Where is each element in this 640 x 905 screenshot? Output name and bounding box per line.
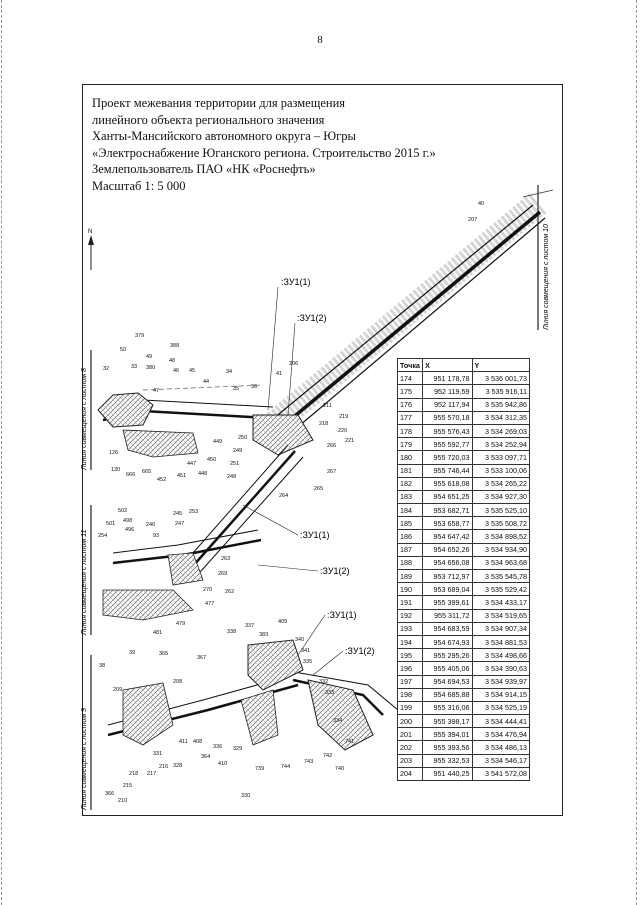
point-label: 665 — [142, 469, 152, 475]
point-label: 408 — [193, 739, 203, 745]
x-coordinate-cell: 955 393,56 — [423, 741, 472, 754]
point-number-cell: 187 — [398, 543, 423, 556]
table-row — [398, 715, 530, 728]
point-label: 33 — [131, 364, 138, 370]
y-coordinate-cell: 3 534 881,53 — [472, 635, 529, 648]
scale-label: Масштаб 1: 5 000 — [92, 178, 186, 193]
table-row — [398, 504, 530, 517]
y-coordinate-cell: 3 534 927,30 — [472, 490, 529, 503]
table-row — [398, 543, 530, 556]
match-line-label: Линия совмещения с листом 10 — [543, 224, 550, 330]
x-coordinate-cell: 955 398,17 — [423, 715, 472, 728]
y-coordinate-cell: 3 534 934,90 — [472, 543, 529, 556]
point-label: 210 — [118, 798, 128, 804]
y-coordinate-cell: 3 534 939,97 — [472, 675, 529, 688]
point-label: 742 — [323, 753, 333, 759]
x-coordinate-cell: 952 117,94 — [423, 398, 472, 411]
y-coordinate-cell: 3 534 444,41 — [472, 715, 529, 728]
point-label: 331 — [153, 751, 163, 757]
point-number-cell: 180 — [398, 451, 423, 464]
table-row — [398, 754, 530, 767]
point-number-cell: 192 — [398, 609, 423, 622]
point-label: 36 — [251, 384, 258, 390]
y-coordinate-cell: 3 534 390,63 — [472, 662, 529, 675]
point-label: 383 — [259, 632, 269, 638]
point-number-cell: 204 — [398, 767, 423, 780]
parcel-shape — [123, 430, 198, 457]
title-line: «Электроснабжение Юганского региона. Строительство 2015 г.» — [92, 145, 436, 160]
table-header-row — [398, 359, 530, 372]
parcel-label: :ЗУ1(2) — [345, 646, 375, 656]
point-label: 35 — [233, 386, 240, 392]
point-label: 479 — [176, 621, 186, 627]
point-number-cell: 200 — [398, 715, 423, 728]
point-label: 410 — [218, 761, 228, 767]
parcel-label: :ЗУ1(2) — [297, 313, 327, 323]
point-number-cell: 183 — [398, 490, 423, 503]
parcel-label: :ЗУ1(1) — [281, 277, 311, 287]
point-label: 337 — [245, 623, 255, 629]
column-header: X — [423, 359, 472, 372]
table-row — [398, 570, 530, 583]
table-row — [398, 517, 530, 530]
point-number-cell: 176 — [398, 398, 423, 411]
point-label: 38 — [99, 663, 106, 669]
point-label: 48 — [169, 358, 176, 364]
point-number-cell: 190 — [398, 583, 423, 596]
table-row — [398, 649, 530, 662]
point-label: 740 — [335, 766, 345, 772]
y-coordinate-cell: 3 535 525,10 — [472, 504, 529, 517]
point-label: 409 — [278, 619, 288, 625]
y-coordinate-cell: 3 533 100,06 — [472, 464, 529, 477]
point-label: 211 — [323, 403, 332, 409]
point-label: 741 — [345, 739, 355, 745]
point-label: 341 — [301, 648, 311, 654]
y-coordinate-cell: 3 534 269,03 — [472, 424, 529, 437]
point-label: 338 — [227, 629, 237, 635]
x-coordinate-cell: 955 394,01 — [423, 728, 472, 741]
table-row — [398, 767, 530, 780]
x-coordinate-cell: 954 647,42 — [423, 530, 472, 543]
point-label: 246 — [146, 522, 156, 528]
table-row — [398, 385, 530, 398]
table-row — [398, 464, 530, 477]
point-label: 130 — [111, 467, 121, 473]
point-label: 451 — [177, 473, 187, 479]
point-label: 250 — [238, 435, 248, 441]
point-label: 335 — [303, 659, 313, 665]
table-row — [398, 398, 530, 411]
x-coordinate-cell: 955 295,26 — [423, 649, 472, 662]
point-label: 388 — [170, 343, 180, 349]
point-label: 218 — [129, 771, 139, 777]
point-number-cell: 186 — [398, 530, 423, 543]
y-coordinate-cell: 3 534 476,94 — [472, 728, 529, 741]
point-label: 262 — [225, 589, 235, 595]
point-number-cell: 193 — [398, 622, 423, 635]
point-label: 34 — [226, 369, 233, 375]
point-label: 269 — [218, 571, 228, 577]
y-coordinate-cell: 3 541 572,08 — [472, 767, 529, 780]
y-coordinate-cell: 3 534 312,35 — [472, 411, 529, 424]
y-coordinate-cell: 3 534 265,22 — [472, 477, 529, 490]
y-coordinate-cell: 3 535 545,78 — [472, 570, 529, 583]
point-label: 254 — [98, 533, 108, 539]
point-label: 93 — [153, 533, 160, 539]
title-line: линейного объекта регионального значения — [92, 112, 325, 127]
table-row — [398, 609, 530, 622]
x-coordinate-cell: 954 694,53 — [423, 675, 472, 688]
table-row — [398, 688, 530, 701]
point-number-cell: 189 — [398, 570, 423, 583]
y-coordinate-cell: 3 534 898,52 — [472, 530, 529, 543]
point-label: 221 — [345, 438, 355, 444]
x-coordinate-cell: 951 178,78 — [423, 372, 472, 385]
point-label: 336 — [213, 744, 223, 750]
point-label: 743 — [304, 759, 314, 765]
x-coordinate-cell: 955 332,53 — [423, 754, 472, 767]
point-label: 209 — [113, 687, 123, 693]
point-label: 447 — [187, 461, 197, 467]
column-header: Y — [472, 359, 529, 372]
point-label: 366 — [105, 791, 115, 797]
point-label: 380 — [146, 365, 156, 371]
point-label: 208 — [173, 679, 183, 685]
x-coordinate-cell: 955 618,08 — [423, 477, 472, 490]
point-label: 365 — [159, 651, 169, 657]
point-label: 249 — [233, 448, 243, 454]
point-label: 219 — [339, 414, 349, 420]
point-number-cell: 177 — [398, 411, 423, 424]
point-number-cell: 203 — [398, 754, 423, 767]
point-label: 39 — [129, 650, 136, 656]
table-row — [398, 477, 530, 490]
point-label: 50 — [120, 347, 127, 353]
y-coordinate-cell: 3 534 907,34 — [472, 622, 529, 635]
point-number-cell: 194 — [398, 635, 423, 648]
point-number-cell: 175 — [398, 385, 423, 398]
point-label: 247 — [175, 521, 185, 527]
point-label: 364 — [201, 754, 211, 760]
point-label: 329 — [233, 746, 243, 752]
x-coordinate-cell: 954 656,08 — [423, 556, 472, 569]
point-label: 218 — [319, 421, 329, 427]
x-coordinate-cell: 954 674,93 — [423, 635, 472, 648]
point-label: 411 — [179, 739, 188, 745]
point-label: 41 — [276, 371, 283, 377]
point-number-cell: 184 — [398, 504, 423, 517]
point-label: 265 — [314, 486, 324, 492]
y-coordinate-cell: 3 534 486,13 — [472, 741, 529, 754]
table-body — [398, 372, 530, 781]
point-label: 248 — [227, 474, 237, 480]
point-label: 207 — [468, 217, 478, 223]
x-coordinate-cell: 955 316,06 — [423, 701, 472, 714]
point-label: 251 — [230, 461, 240, 467]
y-coordinate-cell: 3 533 097,71 — [472, 451, 529, 464]
y-coordinate-cell: 3 534 519,65 — [472, 609, 529, 622]
table-row — [398, 556, 530, 569]
parcel-shape — [308, 680, 373, 750]
point-number-cell: 201 — [398, 728, 423, 741]
point-label: 481 — [153, 630, 163, 636]
x-coordinate-cell: 955 746,44 — [423, 464, 472, 477]
parcel-labels — [243, 277, 375, 675]
parcel-shape — [241, 690, 278, 745]
table-row — [398, 635, 530, 648]
point-label: 40 — [478, 201, 485, 207]
point-label: 328 — [173, 763, 183, 769]
x-coordinate-cell: 955 399,61 — [423, 596, 472, 609]
y-coordinate-cell: 3 535 508,72 — [472, 517, 529, 530]
table-row — [398, 411, 530, 424]
y-coordinate-cell: 3 534 433,17 — [472, 596, 529, 609]
point-label: 264 — [279, 493, 289, 499]
point-label: 498 — [123, 518, 133, 524]
match-line-label: Линия совмещения с листом 8 — [81, 367, 88, 470]
title-line: Землепользователь ПАО «НК «Роснефть» — [92, 162, 316, 176]
parcel-shape — [98, 393, 153, 427]
y-coordinate-cell: 3 534 252,94 — [472, 438, 529, 451]
north-label: N — [88, 229, 93, 235]
y-coordinate-cell: 3 536 001,73 — [472, 372, 529, 385]
point-number-cell: 174 — [398, 372, 423, 385]
point-number-cell: 191 — [398, 596, 423, 609]
table-row — [398, 372, 530, 385]
column-header: Точка — [398, 359, 423, 372]
y-coordinate-cell: 3 535 529,42 — [472, 583, 529, 596]
parcel-shape — [123, 683, 173, 745]
point-label: 739 — [255, 766, 265, 772]
y-coordinate-cell: 3 534 963,68 — [472, 556, 529, 569]
parcel-label: :ЗУ1(1) — [300, 530, 330, 540]
x-coordinate-cell: 953 682,71 — [423, 504, 472, 517]
point-label: 46 — [173, 368, 180, 374]
parcel-shape — [103, 590, 193, 620]
point-label: 450 — [207, 457, 217, 463]
point-label: 666 — [126, 472, 136, 478]
point-label: 220 — [338, 428, 348, 434]
north-arrow — [88, 229, 94, 270]
x-coordinate-cell: 954 683,59 — [423, 622, 472, 635]
y-coordinate-cell: 3 535 942,86 — [472, 398, 529, 411]
x-coordinate-cell: 952 119,59 — [423, 385, 472, 398]
x-coordinate-cell: 955 311,72 — [423, 609, 472, 622]
x-coordinate-cell: 953 712,97 — [423, 570, 472, 583]
point-label: 47 — [153, 388, 160, 394]
y-coordinate-cell: 3 534 525,19 — [472, 701, 529, 714]
table-row — [398, 583, 530, 596]
point-label: 266 — [327, 443, 337, 449]
x-coordinate-cell: 955 576,43 — [423, 424, 472, 437]
point-label: 334 — [333, 718, 343, 724]
table-row — [398, 622, 530, 635]
point-label: 449 — [213, 439, 223, 445]
point-label: 216 — [159, 764, 169, 770]
x-coordinate-cell: 953 689,04 — [423, 583, 472, 596]
table-row — [398, 662, 530, 675]
match-line-label: Линия совмещения с листом 11 — [81, 529, 88, 635]
table-row — [398, 424, 530, 437]
point-number-cell: 185 — [398, 517, 423, 530]
point-label: 330 — [241, 793, 251, 799]
point-label: 126 — [109, 450, 119, 456]
page-edge-right — [636, 0, 637, 905]
point-label: 49 — [146, 354, 153, 360]
point-label: 217 — [147, 771, 157, 777]
y-coordinate-cell: 3 534 914,15 — [472, 688, 529, 701]
point-label: 206 — [289, 361, 299, 367]
point-number-cell: 199 — [398, 701, 423, 714]
table-row — [398, 451, 530, 464]
parcel-label: :ЗУ1(1) — [327, 610, 357, 620]
point-label: 45 — [189, 368, 196, 374]
point-number-cell: 179 — [398, 438, 423, 451]
point-number-cell: 195 — [398, 649, 423, 662]
point-label: 263 — [221, 556, 231, 562]
point-label: 448 — [198, 471, 208, 477]
point-label: 379 — [135, 333, 145, 339]
point-number-cell: 181 — [398, 464, 423, 477]
point-label: 501 — [106, 521, 116, 527]
table-row — [398, 701, 530, 714]
x-coordinate-cell: 954 685,88 — [423, 688, 472, 701]
point-label: 477 — [205, 601, 215, 607]
point-label: 744 — [281, 764, 291, 770]
point-label: 215 — [123, 783, 133, 789]
point-number-cell: 196 — [398, 662, 423, 675]
x-coordinate-cell: 954 652,26 — [423, 543, 472, 556]
point-label: 270 — [203, 587, 213, 593]
table-row — [398, 490, 530, 503]
x-coordinate-cell: 953 658,77 — [423, 517, 472, 530]
point-label: 367 — [197, 655, 207, 661]
y-coordinate-cell: 3 534 546,17 — [472, 754, 529, 767]
table-row — [398, 741, 530, 754]
page-edge-left — [1, 0, 2, 905]
table-row — [398, 530, 530, 543]
page-number: 8 — [317, 34, 323, 46]
title-line: Ханты-Мансийского автономного округа – Югры — [92, 129, 356, 143]
point-number-cell: 197 — [398, 675, 423, 688]
x-coordinate-cell: 954 651,25 — [423, 490, 472, 503]
table-row — [398, 675, 530, 688]
y-coordinate-cell: 3 534 498,66 — [472, 649, 529, 662]
point-label: 267 — [327, 469, 337, 475]
x-coordinate-cell: 955 592,77 — [423, 438, 472, 451]
point-label: 32 — [103, 366, 110, 372]
table-row — [398, 438, 530, 451]
point-number-cell: 182 — [398, 477, 423, 490]
point-label: 332 — [319, 679, 329, 685]
title-line: Проект межевания территории для размещения — [92, 96, 346, 110]
point-label: 253 — [189, 509, 199, 515]
x-coordinate-cell: 951 440,25 — [423, 767, 472, 780]
point-number-cell: 202 — [398, 741, 423, 754]
point-label: 452 — [157, 477, 167, 483]
point-label: 340 — [295, 637, 305, 643]
table-row — [398, 596, 530, 609]
parcel-shape — [168, 553, 203, 585]
point-number-cell: 178 — [398, 424, 423, 437]
y-coordinate-cell: 3 535 916,11 — [472, 385, 529, 398]
point-label: 245 — [173, 511, 183, 517]
middle-branch — [113, 445, 303, 580]
x-coordinate-cell: 955 720,03 — [423, 451, 472, 464]
coordinates-table — [397, 358, 530, 781]
point-label: 44 — [203, 379, 210, 385]
point-label: 502 — [118, 508, 128, 514]
table-row — [398, 728, 530, 741]
point-label: 333 — [325, 690, 335, 696]
point-number-cell: 198 — [398, 688, 423, 701]
point-label: 496 — [125, 527, 135, 533]
x-coordinate-cell: 955 570,18 — [423, 411, 472, 424]
parcel-shape — [248, 640, 303, 690]
x-coordinate-cell: 955 405,06 — [423, 662, 472, 675]
parcel-label: :ЗУ1(2) — [320, 566, 350, 576]
match-line-label: Линия совмещения с листом 9 — [81, 707, 88, 810]
point-number-cell: 188 — [398, 556, 423, 569]
